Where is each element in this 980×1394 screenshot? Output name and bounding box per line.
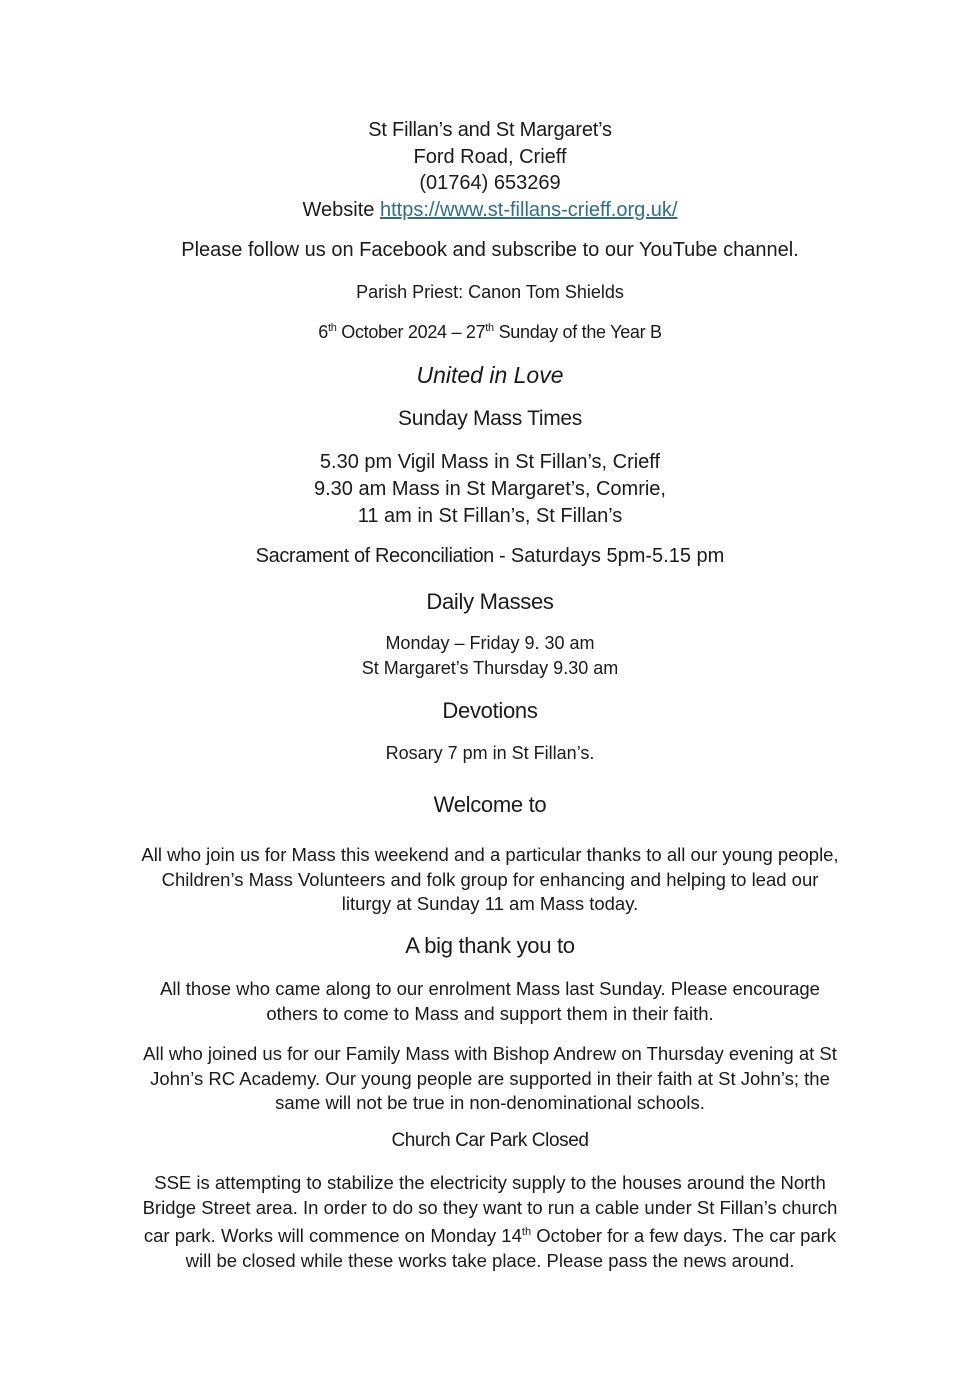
website-link[interactable]: https://www.st-fillans-crieff.org.uk/: [379, 198, 678, 221]
daily-mass-line: St Margaret’s Thursday 9.30 am: [361, 658, 619, 678]
thanks-paragraph-1: [60, 977, 920, 1026]
reconciliation-label: Sacrament of Reconciliation -: [255, 545, 506, 567]
welcome-line: All who join us for Mass this weekend and a particular thanks to all our young people,: [141, 844, 839, 865]
welcome-heading: Welcome to: [433, 792, 547, 817]
reconciliation-times: Saturdays 5pm-5.15 pm: [505, 545, 725, 567]
reconciliation-line: [90, 545, 890, 568]
daily-masses-heading: Daily Masses: [426, 589, 554, 614]
car-park-heading: Church Car Park Closed: [391, 1130, 589, 1151]
daily-masses-times: [90, 631, 890, 681]
car-park-line: [60, 1220, 920, 1249]
devotions-text: Rosary 7 pm in St Fillan’s.: [385, 743, 595, 763]
sunday-mass-line: 9.30 am Mass in St Margaret’s, Comrie,: [314, 478, 666, 500]
date-day: 6: [318, 322, 328, 342]
date-middle: October 2024 – 27: [336, 322, 486, 342]
car-park-line: SSE is attempting to stabilize the electricity supply to the houses around the North: [154, 1172, 826, 1193]
thanks-heading: A big thank you to: [405, 933, 575, 958]
weekly-theme: United in Love: [416, 362, 564, 388]
church-address: Ford Road, Crieff: [413, 145, 567, 168]
car-park-line3-end: October for a few days. The car park: [531, 1225, 837, 1247]
car-park-line: will be closed while these works take place. Please pass the news around.: [185, 1249, 795, 1271]
thanks-line: others to come to Mass and support them in their faith.: [266, 1002, 714, 1024]
sunday-mass-heading: Sunday Mass Times: [398, 407, 582, 430]
thanks-line: All who joined us for our Family Mass with Bishop Andrew on Thursday evening at St: [143, 1043, 837, 1064]
welcome-paragraph: [60, 843, 920, 917]
daily-mass-line: Monday – Friday 9. 30 am: [385, 633, 595, 653]
date-end: Sunday of the Year B: [493, 322, 662, 342]
car-park-line: Bridge Street area. In order to do so they want to run a cable under St Fillan’s church: [142, 1196, 838, 1218]
date-day-suffix: th: [328, 322, 337, 334]
car-park-paragraph: [60, 1171, 920, 1273]
liturgical-date: [90, 322, 890, 343]
car-park-date-suffix: th: [521, 1226, 532, 1238]
thanks-line: John’s RC Academy. Our young people are supported in their faith at St John’s; the: [150, 1067, 830, 1089]
car-park-line3-start: car park. Works will commence on Monday 14: [143, 1225, 522, 1247]
website-label: Website: [302, 198, 375, 221]
devotions-heading: Devotions: [442, 698, 538, 723]
parish-priest: Parish Priest: Canon Tom Shields: [356, 282, 624, 302]
thanks-line: same will not be true in non-denominational schools.: [275, 1092, 705, 1113]
website-line: [90, 197, 890, 224]
sunday-mass-times: [90, 449, 890, 530]
church-phone: (01764) 653269: [419, 172, 561, 194]
church-header: [90, 117, 890, 223]
social-media-notice: Please follow us on Facebook and subscribe to our YouTube channel.: [181, 239, 799, 261]
welcome-line: Children’s Mass Volunteers and folk group for enhancing and helping to lead our: [161, 868, 819, 890]
date-ordinal-suffix: th: [485, 322, 494, 334]
sunday-mass-line: 5.30 pm Vigil Mass in St Fillan’s, Crieff: [319, 451, 661, 473]
thanks-paragraph-2: [60, 1042, 920, 1116]
sunday-mass-line: 11 am in St Fillan’s, St Fillan’s: [357, 505, 623, 527]
thanks-line: All those who came along to our enrolment Mass last Sunday. Please encourage: [160, 978, 820, 999]
welcome-line: liturgy at Sunday 11 am Mass today.: [341, 893, 639, 914]
church-name: St Fillan’s and St Margaret’s: [368, 119, 612, 141]
